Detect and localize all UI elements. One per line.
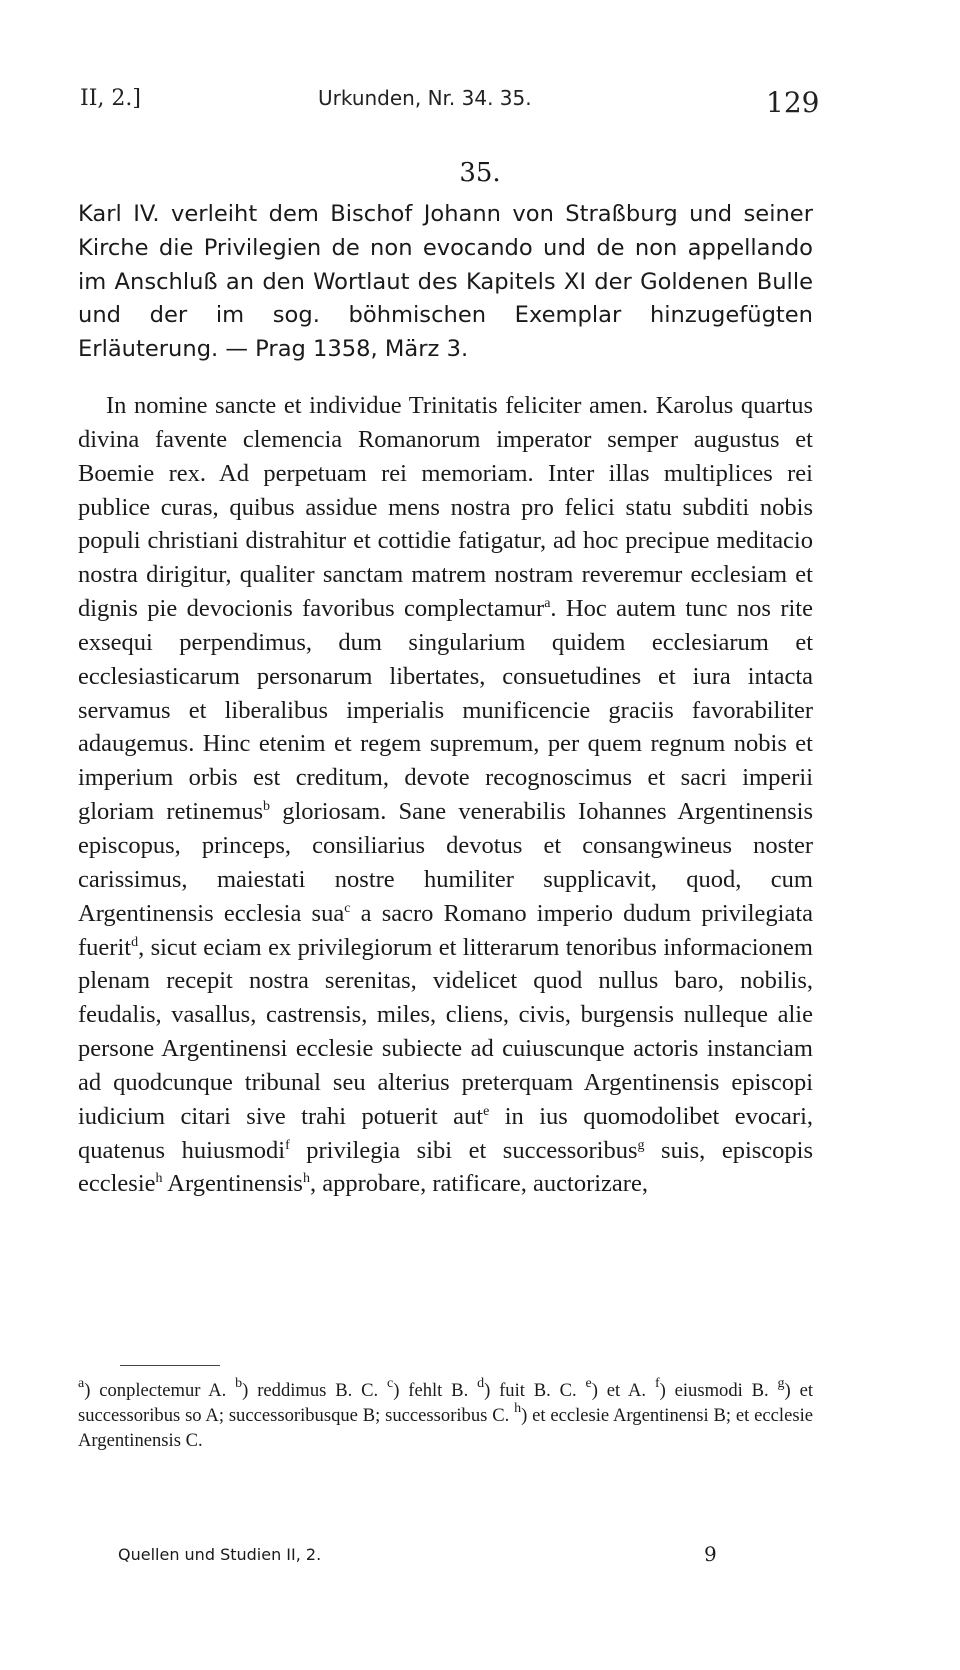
footnote-marker: g	[777, 1376, 785, 1391]
text-run: in ius quomodolibet evocari, quatenus huiusmodi	[78, 1102, 813, 1164]
text-run: , sicut eciam ex privilegiorum et litterarum tenoribus informacionem plenam recepit nostra serenitas, videlicet quod nullus baro, nobilis, feudalis, vasallus, castrensis, miles, cliens, civis, burgensis nulleque alie persone Argentinensi ecclesie subiecte ad cuiuscunque actoris instanciam ad quodcunque tribunal seu alterius preterquam Argentinensis episcopi iudicium citari sive trahi potuerit aut	[78, 933, 813, 1130]
running-head-section: II, 2.]	[80, 86, 141, 111]
text-run: In nomine sancte et individue Trinitatis feliciter amen. Karolus quartus divina favente clemencia Romanorum imperator semper augustus et Boemie rex. Ad perpetuam rei memoriam. Inter illas multiplices rei publice curas, quibus assidue mens nostra pro felici statu subditi nobis populi christiani distrahitur et cottidie fatigatur, ad hoc precipue meditacio nostra dirigitur, qualiter sanctam matrem nostram reveremur ecclesiam et dignis pie devocionis favoribus complectamur	[78, 392, 813, 623]
series-title: Quellen und Studien II, 2.	[118, 1545, 322, 1564]
text-run: privilegia sibi et successoribus	[289, 1136, 638, 1164]
page-number: 129	[766, 86, 820, 119]
charter-text	[78, 389, 813, 1201]
footnote-marker: c	[344, 900, 351, 916]
signature-mark: 9	[704, 1542, 717, 1566]
footnote-marker: a	[544, 596, 551, 612]
text-run: ) reddimus B. C.	[242, 1380, 388, 1401]
text-run: ) et successoribus so A; successoribusque B; successoribus C.	[78, 1380, 813, 1426]
running-head-title: Urkunden, Nr. 34. 35.	[318, 86, 532, 110]
text-run: ) eiusmodi B.	[659, 1380, 778, 1401]
text-run: ) et A.	[591, 1380, 655, 1401]
footnote-marker: b	[263, 799, 271, 815]
footnotes	[78, 1378, 813, 1453]
footnote-marker: d	[477, 1376, 485, 1391]
text-run: , approbare, ratificare, auctorizare,	[309, 1170, 648, 1198]
footnote-marker: d	[131, 934, 139, 950]
footnote-marker: f	[654, 1376, 660, 1391]
footnote-marker: c	[387, 1376, 394, 1391]
footnote-marker: h	[514, 1401, 522, 1416]
footnote-marker: f	[285, 1137, 290, 1153]
footnote-marker: g	[637, 1137, 645, 1153]
charter-paragraph	[78, 389, 813, 1201]
text-run: suis, episcopis ecclesie	[78, 1136, 814, 1198]
footnote-marker: h	[302, 1171, 310, 1187]
footnote-marker: a	[78, 1376, 85, 1391]
document-number: 35.	[459, 158, 501, 188]
regest-summary: Karl IV. verleiht dem Bischof Johann von Straßburg und seiner Kirche die Privilegien de non evocando und de non appellando im Anschluß an den Wortlaut des Kapitels XI der Goldenen Bulle und der im sog. böhmischen Exemplar hinzugefügten Erläuterung. — Prag 1358, März 3.	[78, 201, 813, 363]
text-run: ) fuit B. C.	[484, 1380, 586, 1401]
text-run: . Hoc autem tunc nos rite exsequi perpendimus, dum singularium quidem ecclesiarum et ecclesiasticarum personarum libertates, consuetudines et iura intacta servamus et liberalibus imperialis munificencie graciis favorabiliter adaugemus. Hinc etenim et regem supremum, per quem regnum nobis et imperium orbis est creditum, devote recognoscimus et sacri imperii gloriam retinemus	[78, 595, 813, 826]
text-run: ) fehlt B.	[393, 1380, 478, 1401]
footnote-marker: h	[155, 1171, 163, 1187]
footnote-marker: e	[483, 1103, 490, 1119]
text-run: a sacro Romano imperio dudum privilegiata fuerit	[78, 899, 814, 961]
footnote-marker: e	[585, 1376, 592, 1391]
text-run: ) conplectemur A.	[84, 1380, 236, 1401]
text-run: Argentinensis	[162, 1170, 303, 1198]
text-run: gloriosam. Sane venerabilis Iohannes Argentinensis episcopus, princeps, consiliarius devotus et consangwineus noster carissimus, maiestati nostre humiliter supplicavit, quod, cum Argentinensis ecclesia sua	[78, 798, 813, 927]
text-run: ) et ecclesie Argentinensi B; et ecclesie Argentinensis C.	[78, 1405, 813, 1451]
footnote-rule	[120, 1365, 220, 1366]
footnote-marker: b	[235, 1376, 243, 1391]
